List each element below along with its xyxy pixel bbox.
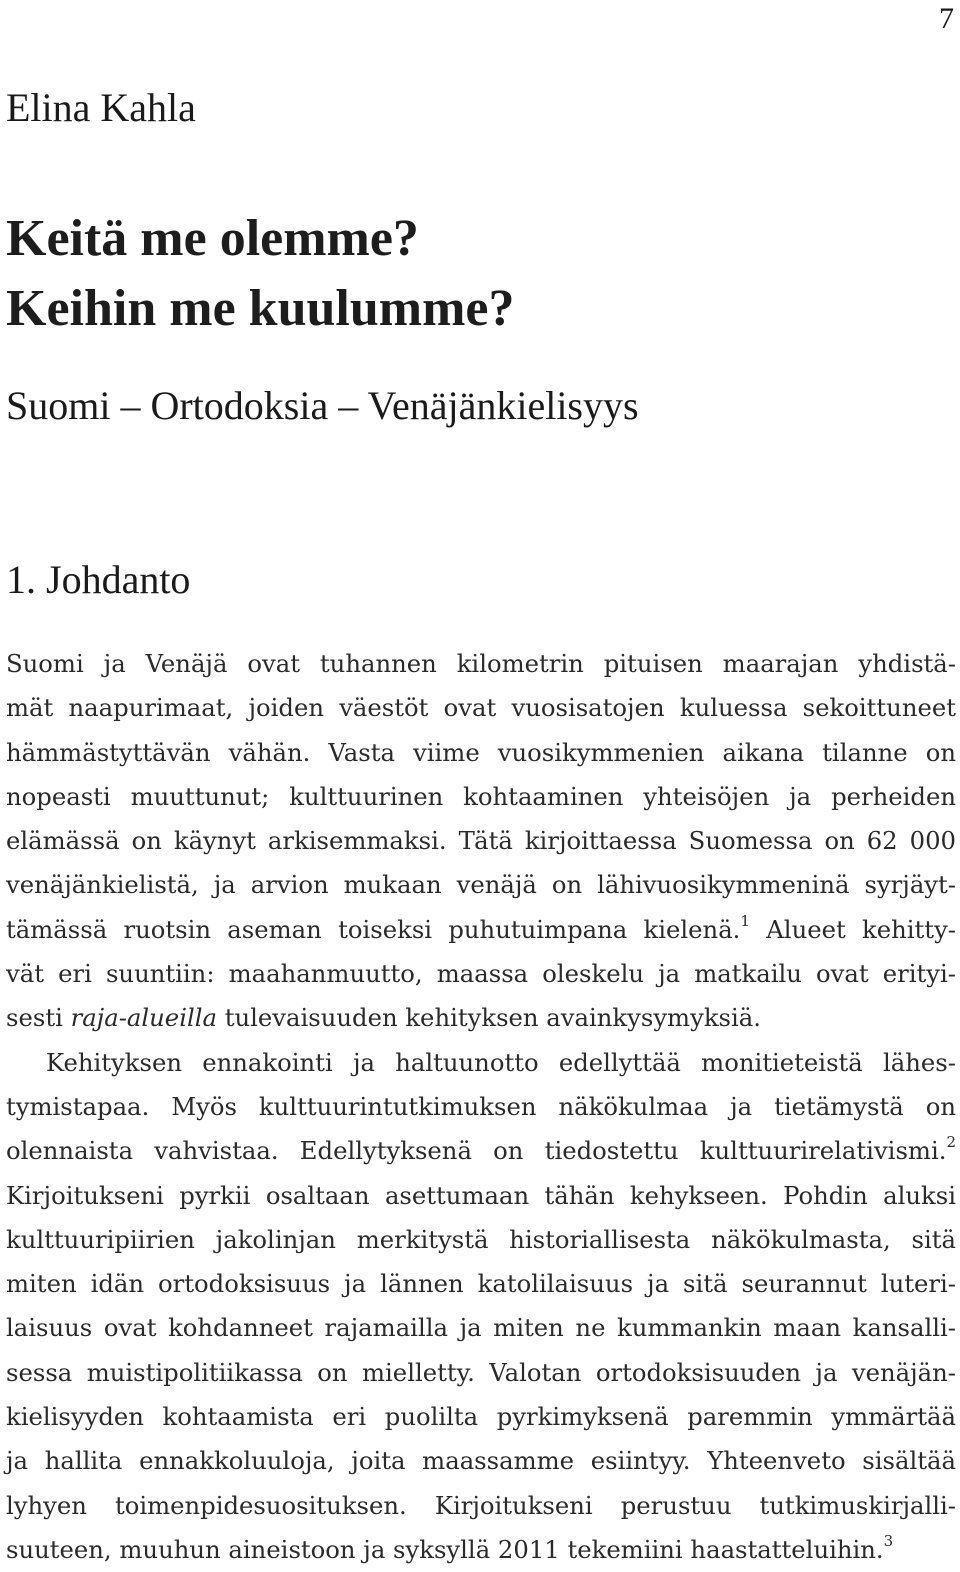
text-line: [6, 1528, 956, 1572]
text-segment: suuteen, muuhun aineistoon ja syksyllä 2011 tekemiini haastatteluihin.: [6, 1534, 884, 1564]
italic-term: raja-alueilla: [70, 1003, 217, 1033]
text-line: ja hallita ennakkoluuloja, joita maassamme esiintyy. Yhteenveto sisältää: [6, 1446, 956, 1476]
text-line: nopeasti muuttunut; kulttuurinen kohtaaminen yhteisöjen ja perheiden: [6, 781, 956, 811]
text-line: [6, 1129, 956, 1173]
text-segment: tämässä ruotsin aseman toiseksi puhutuimpana kielenä.: [6, 914, 741, 944]
footnote-ref-2[interactable]: 2: [946, 1133, 956, 1152]
title-line-1: Keitä me olemme?: [6, 210, 419, 267]
text-line: laisuus ovat kohdanneet rajamailla ja miten ne kummankin maan kansalli-: [6, 1313, 956, 1343]
text-line: kielisyyden kohtaamista eri puolilta pyrkimyksenä paremmin ymmärtää: [6, 1402, 956, 1432]
text-line: venäjänkielistä, ja arvion mukaan venäjä on lähivuosikymmeninä syrjäyt-: [6, 870, 956, 900]
text-line: kulttuuripiirien jakolinjan merkitystä historiallisesta näkökulmasta, sitä: [6, 1224, 956, 1254]
footnote-ref-3[interactable]: 3: [883, 1531, 894, 1550]
body-text: [6, 642, 956, 1572]
title-line-2: Keihin me kuulumme?: [6, 280, 515, 337]
author-name: Elina Kahla: [6, 85, 196, 130]
text-line: Kirjoitukseni pyrkii osaltaan asettumaan tähän kehykseen. Pohdin aluksi: [6, 1180, 956, 1210]
text-segment: olennaista vahvistaa. Edellytyksenä on tiedostettu kulttuurirelativismi.: [6, 1136, 947, 1166]
article-title: [6, 204, 515, 344]
article-subtitle: Suomi – Ortodoksia – Venäjänkielisyys: [6, 383, 639, 428]
text-line: tymistapaa. Myös kulttuurintutkimuksen näkökulmaa ja tietämystä on: [6, 1091, 956, 1121]
text-segment: Alueet kehitty-: [749, 914, 957, 944]
text-line: Suomi ja Venäjä ovat tuhannen kilometrin pituisen maarajan yhdistä-: [6, 649, 956, 678]
text-line: hämmästyttävän vähän. Vasta viime vuosikymmenien aikana tilanne on: [6, 737, 956, 767]
text-line: lyhyen toimenpidesuosituksen. Kirjoitukseni perustuu tutkimuskirjalli-: [6, 1490, 956, 1520]
text-line: Kehityksen ennakointi ja haltuunotto edellyttää monitieteistä lähes-: [46, 1047, 956, 1077]
text-segment: tulevaisuuden kehityksen avainkysymyksiä.: [217, 1003, 761, 1033]
section-heading: 1. Johdanto: [6, 557, 191, 602]
text-line: mät naapurimaat, joiden väestöt ovat vuosisatojen kuluessa sekoittuneet: [6, 693, 956, 723]
page-number: 7: [939, 2, 954, 35]
text-line: miten idän ortodoksisuus ja lännen katolilaisuus ja sitä seurannut luteri-: [6, 1269, 956, 1299]
text-line: vät eri suuntiin: maahanmuutto, maassa oleskelu ja matkailu ovat erityi-: [6, 959, 956, 989]
text-line: sessa muistipolitiikassa on mielletty. Valotan ortodoksisuuden ja venäjän-: [6, 1357, 956, 1387]
text-line: [6, 908, 956, 952]
text-line: elämässä on käynyt arkisemmaksi. Tätä kirjoittaessa Suomessa on 62 000: [6, 826, 956, 856]
text-segment: sesti: [6, 1003, 71, 1033]
footnote-ref-1[interactable]: 1: [740, 911, 750, 930]
text-line: [6, 996, 956, 1040]
